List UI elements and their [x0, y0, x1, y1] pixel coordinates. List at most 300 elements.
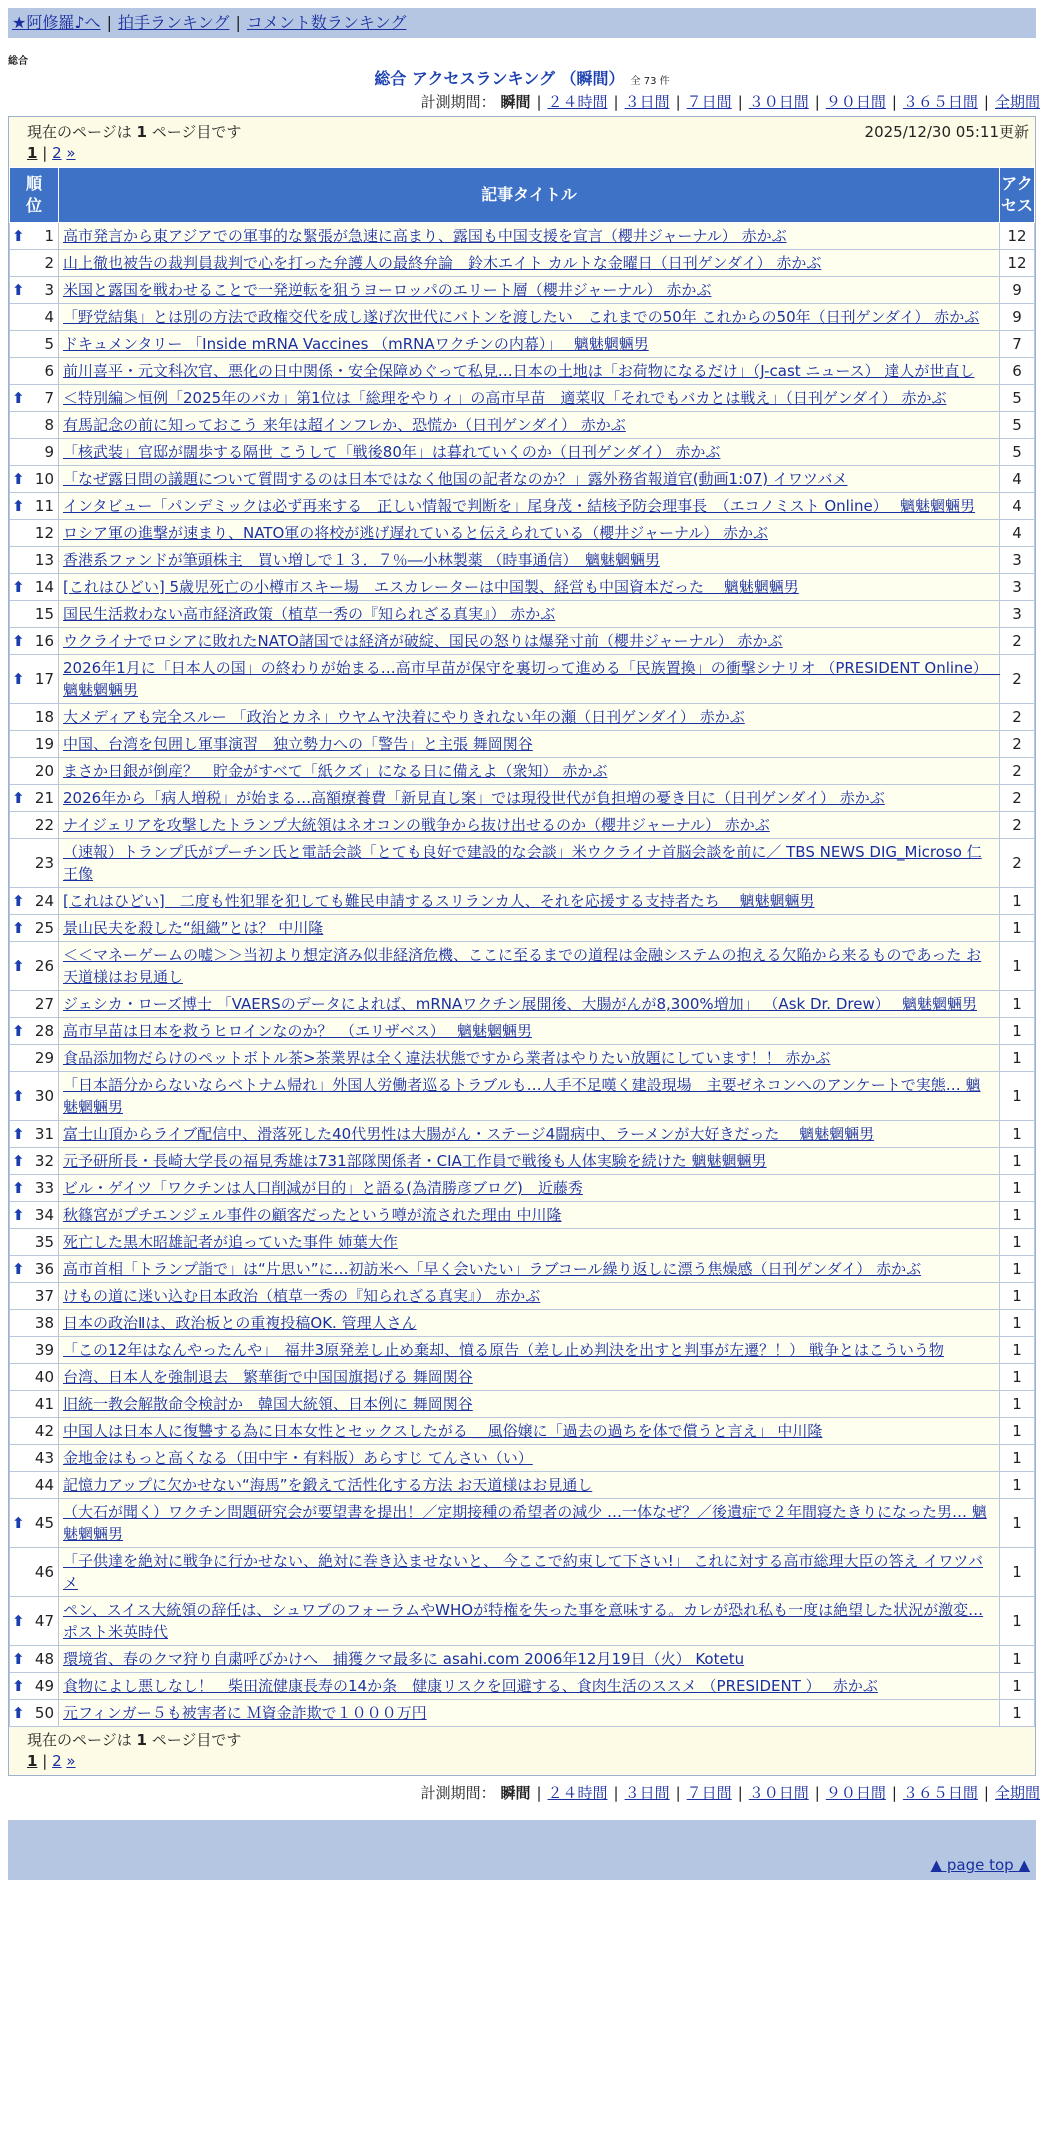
title-cell — [59, 439, 1000, 466]
rank-number: 17 — [34, 670, 54, 688]
article-title-link[interactable]: 金地金はもっと高くなる（田中宇・有料版）あらすじ てんさい（い） — [63, 1449, 533, 1467]
rank-cell — [10, 358, 59, 385]
period-separator: | — [613, 93, 619, 111]
page-status-number: 1 — [136, 123, 147, 141]
table-row — [10, 991, 1035, 1018]
table-row — [10, 731, 1035, 758]
table-row — [10, 1548, 1035, 1597]
access-count: 5 — [1000, 412, 1035, 439]
page-status-bottom — [27, 1729, 1027, 1750]
nav-separator: | — [235, 13, 241, 32]
title-cell — [59, 1391, 1000, 1418]
table-row — [10, 1045, 1035, 1072]
article-title-link[interactable]: ロシア軍の進撃が速まり、NATO軍の将校が逃げ遅れていると伝えられている（櫻井ジャーナル） 赤かぶ — [63, 524, 769, 542]
access-count: 2 — [1000, 812, 1035, 839]
rank-cell — [10, 1072, 59, 1121]
rank-number: 48 — [34, 1650, 54, 1668]
page-status-suffix: ページ目です — [151, 1731, 242, 1749]
rank-number: 22 — [34, 816, 54, 834]
article-title-link[interactable]: 国民生活救わない高市経済政策（植草一秀の『知られざる真実』） 赤かぶ — [63, 605, 556, 623]
rank-number: 23 — [34, 854, 54, 872]
rank-cell — [10, 991, 59, 1018]
rank-number: 26 — [34, 957, 54, 975]
table-row — [10, 1364, 1035, 1391]
rank-cell — [10, 1148, 59, 1175]
rank-up-arrow-icon: ⬆ — [12, 892, 25, 910]
table-row — [10, 547, 1035, 574]
article-title-link[interactable]: 大メディアも完全スルー 「政治とカネ」ウヤムヤ決着にやりきれない年の瀬（日刊ゲンダイ） 赤かぶ — [63, 708, 745, 726]
period-link-all[interactable]: 全期間 — [994, 93, 1040, 111]
article-title-link[interactable]: 環境省、春のクマ狩り自粛呼びかけへ 捕獲クマ最多に asahi.com 2006年12月19日（火） Kotetu — [63, 1650, 745, 1668]
rank-cell — [10, 1256, 59, 1283]
article-title-link[interactable]: 米国と露国を戦わせることで一発逆転を狙うヨーロッパのエリート層（櫻井ジャーナル） 赤かぶ — [63, 281, 712, 299]
access-count: 2 — [1000, 731, 1035, 758]
article-title-link[interactable]: 高市早苗は日本を救うヒロインなのか？ （エリザベス） 魑魅魍魎男 — [63, 1022, 533, 1040]
table-row — [10, 1646, 1035, 1673]
rank-number: 39 — [34, 1341, 54, 1359]
article-title-link[interactable]: ドキュメンタリー 「Inside mRNA Vaccines （mRNAワクチンの内幕）」 魑魅魍魎男 — [63, 335, 649, 353]
period-separator: | — [814, 1784, 820, 1802]
rank-number: 16 — [34, 632, 54, 650]
access-count: 1 — [1000, 1499, 1035, 1548]
table-row — [10, 1018, 1035, 1045]
period-separator: | — [737, 1784, 743, 1802]
article-title-link[interactable]: 旧統一教会解散命令検討か 韓国大統領、日本例に 舞岡関谷 — [63, 1395, 473, 1413]
title-cell — [59, 358, 1000, 385]
table-row — [10, 1597, 1035, 1646]
rank-number: 50 — [34, 1704, 54, 1722]
updated-timestamp: 2025/12/30 05:11更新 — [864, 123, 1029, 141]
article-title-link[interactable]: 有馬記念の前に知っておこう 来年は超インフレか、恐慌か（日刊ゲンダイ） 赤かぶ — [63, 416, 626, 434]
rank-up-arrow-icon: ⬆ — [12, 281, 25, 299]
period-separator: | — [536, 1784, 542, 1802]
pagination — [27, 144, 1027, 162]
article-title-link[interactable]: 「日本語分からないならベトナム帰れ」外国人労働者巡るトラブルも…人手不足嘆く建設現場 主要ゼネコンへのアンケートで実態… 魑魅魍魎男 — [63, 1076, 981, 1116]
article-title-link[interactable]: （大石が聞く）ワクチン問題研究会が要望書を提出！／定期接種の希望者の減少 …一体なぜ？／後遺症で２年間寝たきりになった男… 魑魅魍魎男 — [63, 1503, 987, 1543]
title-cell — [59, 1472, 1000, 1499]
title-cell — [59, 1445, 1000, 1472]
table-row — [10, 1283, 1035, 1310]
access-count: 1 — [1000, 1472, 1035, 1499]
rank-up-arrow-icon: ⬆ — [12, 578, 25, 596]
access-count: 4 — [1000, 466, 1035, 493]
access-count: 2 — [1000, 704, 1035, 731]
rank-up-arrow-icon: ⬆ — [12, 1152, 25, 1170]
article-title-link[interactable]: （速報）トランプ氏がプーチン氏と電話会談「とても良好で建設的な会談」米ウクライナ首脳会談を前に／ TBS NEWS DIG_Microso 仁王像 — [63, 843, 982, 883]
title-cell — [59, 1256, 1000, 1283]
access-count: 1 — [1000, 1597, 1035, 1646]
pager-top — [9, 117, 1035, 167]
period-link-24h[interactable]: ２４時間 — [547, 93, 608, 111]
title-cell — [59, 574, 1000, 601]
title-cell — [59, 385, 1000, 412]
title-cell — [59, 520, 1000, 547]
table-row — [10, 1499, 1035, 1548]
rank-number: 28 — [34, 1022, 54, 1040]
article-title-link[interactable]: 山上徹也被告の裁判員裁判で心を打った弁護人の最終弁論 鈴木エイト カルトな金曜日（日刊ゲンダイ） 赤かぶ — [63, 254, 822, 272]
title-cell — [59, 1337, 1000, 1364]
article-title-link[interactable]: ナイジェリアを攻撃したトランプ大統領はネオコンの戦争から抜け出せるのか（櫻井ジャーナル） 赤かぶ — [63, 816, 770, 834]
rank-number: 34 — [34, 1206, 54, 1224]
period-link-all[interactable]: 全期間 — [994, 1784, 1040, 1802]
access-count: 1 — [1000, 1700, 1035, 1727]
article-title-link[interactable]: 食物によし悪しなし！ 柴田流健康長寿の14か条 健康リスクを回避する、食肉生活のススメ （PRESIDENT ） 赤かぶ — [63, 1677, 878, 1695]
rank-cell — [10, 1391, 59, 1418]
rank-number: 20 — [34, 762, 54, 780]
page-2-link[interactable]: 2 — [52, 1752, 62, 1770]
current-page: 1 — [27, 144, 38, 162]
article-title-link[interactable]: 記憶力アップに欠かせない“海馬”を鍛えて活性化する方法 お天道様はお見通し — [63, 1476, 593, 1494]
rank-cell — [10, 331, 59, 358]
period-link-3d[interactable]: ３日間 — [624, 93, 670, 111]
period-label: 計測期間： — [420, 1784, 496, 1802]
access-count: 9 — [1000, 277, 1035, 304]
rank-cell — [10, 1283, 59, 1310]
page-2-link[interactable]: 2 — [52, 144, 62, 162]
table-row — [10, 1391, 1035, 1418]
title-cell — [59, 493, 1000, 520]
article-title-link[interactable]: ジェシカ・ローズ博士 「VAERSのデータによれば、mRNAワクチン展開後、大腸がんが8,300%増加」 （Ask Dr. Drew） 魑魅魍魎男 — [63, 995, 977, 1013]
rank-up-arrow-icon: ⬆ — [12, 632, 25, 650]
access-count: 1 — [1000, 915, 1035, 942]
rank-cell — [10, 785, 59, 812]
period-link-30d[interactable]: ３０日間 — [748, 1784, 809, 1802]
rank-number: 46 — [34, 1563, 54, 1581]
table-row — [10, 493, 1035, 520]
rank-cell — [10, 1548, 59, 1597]
table-row — [10, 601, 1035, 628]
rank-up-arrow-icon: ⬆ — [12, 1206, 25, 1224]
title-cell — [59, 942, 1000, 991]
rank-up-arrow-icon: ⬆ — [12, 470, 25, 488]
article-title-link[interactable]: 死亡した黒木昭雄記者が追っていた事件 姉葉大作 — [63, 1233, 398, 1251]
title-cell — [59, 888, 1000, 915]
rank-cell — [10, 888, 59, 915]
page-status-prefix: 現在のページは — [27, 123, 132, 141]
table-row — [10, 1256, 1035, 1283]
period-link-7d[interactable]: ７日間 — [686, 93, 732, 111]
table-row — [10, 915, 1035, 942]
page-heading — [0, 68, 1044, 90]
access-count: 2 — [1000, 655, 1035, 704]
rank-cell — [10, 1229, 59, 1256]
access-count: 12 — [1000, 223, 1035, 250]
rank-up-arrow-icon: ⬆ — [12, 389, 25, 407]
access-count: 1 — [1000, 1229, 1035, 1256]
rank-number: 11 — [34, 497, 54, 515]
table-row — [10, 304, 1035, 331]
period-link-365d[interactable]: ３６５日間 — [902, 93, 978, 111]
rank-up-arrow-icon: ⬆ — [12, 1514, 25, 1532]
column-header-title: 記事タイトル — [59, 168, 1000, 223]
title-cell — [59, 1283, 1000, 1310]
article-title-link[interactable]: [これはひどい] 二度も性犯罪を犯しても難民申請するスリランカ人、それを応援する支持者たち 魑魅魍魎男 — [63, 892, 815, 910]
rank-cell — [10, 758, 59, 785]
title-cell — [59, 839, 1000, 888]
rank-number: 6 — [44, 362, 54, 380]
title-cell — [59, 704, 1000, 731]
table-row — [10, 466, 1035, 493]
table-row — [10, 1072, 1035, 1121]
rank-up-arrow-icon: ⬆ — [12, 1179, 25, 1197]
rank-number: 7 — [44, 389, 54, 407]
rank-cell — [10, 1175, 59, 1202]
page-status-number: 1 — [136, 1731, 147, 1749]
rank-cell — [10, 547, 59, 574]
access-count: 3 — [1000, 601, 1035, 628]
rank-cell — [10, 839, 59, 888]
rank-cell — [10, 628, 59, 655]
article-title-link[interactable]: 「子供達を絶対に戦争に行かせない、絶対に巻き込ませないと、 今ここで約束して下さい!」 これに対する高市総理大臣の答え イワツバメ — [63, 1552, 984, 1592]
article-title-link[interactable]: [これはひどい] 5歳児死亡の小樽市スキー場 エスカレーターは中国製、経営も中国資本だった 魑魅魍魎男 — [63, 578, 799, 596]
page-title: 総合 アクセスランキング （瞬間） — [374, 69, 625, 88]
column-header-access-label: アクセス — [1001, 174, 1034, 215]
table-row — [10, 385, 1035, 412]
article-title-link[interactable]: 日本の政治Ⅱは、政治板との重複投稿OK. 管理人さん — [63, 1314, 417, 1332]
rank-number: 30 — [34, 1087, 54, 1105]
article-title-link[interactable]: 秋篠宮がプチエンジェル事件の顧客だったという噂が流された理由 中川隆 — [63, 1206, 562, 1224]
access-count: 1 — [1000, 1148, 1035, 1175]
rank-number: 49 — [34, 1677, 54, 1695]
article-title-link[interactable]: 富士山頂からライブ配信中、滑落死した40代男性は大腸がん・ステージ4闘病中、ラーメンが大好きだった 魑魅魍魎男 — [63, 1125, 875, 1143]
article-title-link[interactable]: ＜特別編＞恒例「2025年のバカ」第1位は「総理をやりィ」の高市早苗 適菜収「それでもバカとは戦え」（日刊ゲンダイ） 赤かぶ — [63, 389, 947, 407]
table-row — [10, 1202, 1035, 1229]
article-title-link[interactable]: まさか日銀が倒産？ 貯金がすべて「紙クズ」になる日に備えよ（衆知） 赤かぶ — [63, 762, 608, 780]
article-title-link[interactable]: 「なぜ露日問の議題について質問するのは日本ではなく他国の記者なのか？」露外務省報道官(動画1:07) イワツバメ — [63, 470, 848, 488]
rank-cell — [10, 1310, 59, 1337]
applause-ranking-link[interactable]: 拍手ランキング — [117, 13, 230, 32]
footer-page-top — [8, 1850, 1036, 1880]
table-row — [10, 1673, 1035, 1700]
rank-number: 12 — [34, 524, 54, 542]
rank-up-arrow-icon: ⬆ — [12, 1087, 25, 1105]
rank-up-arrow-icon: ⬆ — [12, 1677, 25, 1695]
title-cell — [59, 466, 1000, 493]
access-count: 1 — [1000, 1121, 1035, 1148]
title-cell — [59, 758, 1000, 785]
rank-up-arrow-icon: ⬆ — [12, 919, 25, 937]
period-current: 瞬間 — [500, 93, 531, 111]
article-title-link[interactable]: 前川喜平・元文科次官、悪化の日中関係・安全保障めぐって私見…日本の土地は「お荷物になるだけ」（J-cast ニュース） 達人が世直し — [63, 362, 975, 380]
article-title-link[interactable]: 香港系ファンドが筆頭株主 買い増しで１３．７％―小林製薬 （時事通信） 魑魅魍魎男 — [63, 551, 660, 569]
rank-up-arrow-icon: ⬆ — [12, 497, 25, 515]
ranking-table — [9, 167, 1035, 1727]
rank-cell — [10, 1597, 59, 1646]
title-cell — [59, 628, 1000, 655]
ranking-box — [8, 116, 1036, 1776]
rank-cell — [10, 250, 59, 277]
title-cell — [59, 731, 1000, 758]
rank-cell — [10, 1364, 59, 1391]
title-cell — [59, 412, 1000, 439]
access-count: 1 — [1000, 1045, 1035, 1072]
article-title-link[interactable]: 食品添加物だらけのペットボトル茶>茶業界は全く違法状態ですから業者はやりたい放題にしています！！ 赤かぶ — [63, 1049, 831, 1067]
article-title-link[interactable]: 「野党結集」とは別の方法で政権交代を成し遂げ次世代にバトンを渡したい これまでの50年 これからの50年（日刊ゲンダイ） 赤かぶ — [63, 308, 980, 326]
rank-cell — [10, 942, 59, 991]
rank-cell — [10, 812, 59, 839]
article-title-link[interactable]: 台湾、日本人を強制退去 繁華街で中国国旗掲げる 舞岡関谷 — [63, 1368, 473, 1386]
comment-ranking-link[interactable]: コメント数ランキング — [246, 13, 407, 32]
article-title-link[interactable]: 中国人は日本人に復讐する為に日本女性とセックスしたがる ＿風俗嬢に「過去の過ちを体で償うと言え」 中川隆 — [63, 1422, 823, 1440]
ranking-rows — [10, 223, 1035, 1727]
table-row — [10, 758, 1035, 785]
access-count: 3 — [1000, 574, 1035, 601]
rank-number: 27 — [34, 995, 54, 1013]
article-title-link[interactable]: 高市首相「トランプ詣で」は“片思い”に…初訪米へ「早く会いたい」ラブコール繰り返しに漂う焦燥感（日刊ゲンダイ） 赤かぶ — [63, 1260, 922, 1278]
access-count: 1 — [1000, 1364, 1035, 1391]
table-row — [10, 358, 1035, 385]
table-row — [10, 520, 1035, 547]
rank-number: 32 — [34, 1152, 54, 1170]
rank-cell — [10, 385, 59, 412]
current-page: 1 — [27, 1752, 38, 1770]
title-cell — [59, 1202, 1000, 1229]
article-title-link[interactable]: ウクライナでロシアに敗れたNATO諸国では経済が破綻、国民の怒りは爆発寸前（櫻井ジャーナル） 赤かぶ — [63, 632, 783, 650]
table-row — [10, 1229, 1035, 1256]
home-link[interactable]: ★阿修羅♪へ — [12, 13, 101, 32]
article-title-link[interactable]: けもの道に迷い込む日本政治（植草一秀の『知られざる真実』） 赤かぶ — [63, 1287, 541, 1305]
next-page-link[interactable]: » — [66, 144, 76, 162]
rank-number: 15 — [34, 605, 54, 623]
access-count: 4 — [1000, 493, 1035, 520]
title-cell — [59, 304, 1000, 331]
article-title-link[interactable]: ペン、スイス大統領の辞任は、シュワブのフォーラムやWHOが特権を失った事を意味する。カレが恐れ私も一度は絶望した状況が激変… ポスト米英時代 — [63, 1601, 984, 1641]
article-title-link[interactable]: 元予研所長・長崎大学長の福見秀雄は731部隊関係者・CIA工作員で戦後も人体実験を続けた 魑魅魍魎男 — [63, 1152, 767, 1170]
rank-number: 18 — [34, 708, 54, 726]
rank-up-arrow-icon: ⬆ — [12, 670, 25, 688]
period-current: 瞬間 — [500, 1784, 531, 1802]
access-count: 1 — [1000, 1202, 1035, 1229]
title-cell — [59, 1364, 1000, 1391]
period-separator: | — [613, 1784, 619, 1802]
access-count: 2 — [1000, 758, 1035, 785]
title-cell — [59, 1418, 1000, 1445]
period-link-30d[interactable]: ３０日間 — [748, 93, 809, 111]
period-label: 計測期間： — [420, 93, 496, 111]
page-status-prefix: 現在のページは — [27, 1731, 132, 1749]
article-title-link[interactable]: 2026年から「病人増税」が始まる…高額療養費「新見直し案」では現役世代が負担増の憂き目に（日刊ゲンダイ） 赤かぶ — [63, 789, 885, 807]
next-page-link[interactable]: » — [66, 1752, 76, 1770]
title-cell — [59, 1045, 1000, 1072]
title-cell — [59, 1229, 1000, 1256]
rank-number: 40 — [34, 1368, 54, 1386]
rank-cell — [10, 704, 59, 731]
access-count: 1 — [1000, 1548, 1035, 1597]
rank-number: 1 — [44, 227, 54, 245]
table-row — [10, 277, 1035, 304]
access-count: 2 — [1000, 628, 1035, 655]
access-count: 2 — [1000, 785, 1035, 812]
rank-number: 42 — [34, 1422, 54, 1440]
rank-up-arrow-icon: ⬆ — [12, 1612, 25, 1630]
article-title-link[interactable]: ＜＜マネーゲームの嘘＞＞当初より想定済み似非経済危機、ここに至るまでの道程は金融システムの抱える欠陥から来るものであった お天道様はお見通し — [63, 946, 982, 986]
rank-number: 44 — [34, 1476, 54, 1494]
period-link-7d[interactable]: ７日間 — [686, 1784, 732, 1802]
table-row — [10, 1310, 1035, 1337]
article-title-link[interactable]: ビル・ゲイツ「ワクチンは人口削減が目的」と語る(為清勝彦ブログ) 近藤秀 — [63, 1179, 583, 1197]
rank-up-arrow-icon: ⬆ — [12, 957, 25, 975]
access-count: 1 — [1000, 1283, 1035, 1310]
title-cell — [59, 601, 1000, 628]
access-count: 12 — [1000, 250, 1035, 277]
table-row — [10, 1418, 1035, 1445]
period-link-3d[interactable]: ３日間 — [624, 1784, 670, 1802]
period-separator: | — [814, 93, 820, 111]
title-cell — [59, 1646, 1000, 1673]
footer-bar — [8, 1820, 1036, 1850]
rank-number: 4 — [44, 308, 54, 326]
rank-cell — [10, 731, 59, 758]
article-title-link[interactable]: 「この12年はなんやったんや」 福井3原発差し止め棄却、憤る原告（差し止め判決を出すと判事が左遷？！） 戦争とはこういう物 — [63, 1341, 944, 1359]
period-separator: | — [675, 93, 681, 111]
table-row — [10, 412, 1035, 439]
title-cell — [59, 1148, 1000, 1175]
article-title-link[interactable]: インタビュー「パンデミックは必ず再来する 正しい情報で判断を」尾身茂・結核予防会理事長 （エコノミスト Online） 魑魅魍魎男 — [63, 497, 976, 515]
rank-number: 36 — [34, 1260, 54, 1278]
title-cell — [59, 1597, 1000, 1646]
pager-bottom — [9, 1727, 1035, 1775]
article-title-link[interactable]: 元フィンガー５も被害者に Ｍ資金詐欺で１０００万円 — [63, 1704, 427, 1722]
article-title-link[interactable]: 高市発言から東アジアでの軍事的な緊張が急速に高まり、露国も中国支援を宣言（櫻井ジャーナル） 赤かぶ — [63, 227, 787, 245]
article-title-link[interactable]: 2026年1月に「日本人の国」の終わりが始まる…高市早苗が保守を裏切って進める「民族置換」の衝撃シナリオ （PRESIDENT Online） 魑魅魍魎男 — [63, 659, 1001, 699]
table-row — [10, 1337, 1035, 1364]
article-title-link[interactable]: 景山民夫を殺した“組織”とは？ 中川隆 — [63, 919, 324, 937]
rank-number: 43 — [34, 1449, 54, 1467]
title-cell — [59, 1673, 1000, 1700]
title-cell — [59, 250, 1000, 277]
title-cell — [59, 1175, 1000, 1202]
table-row — [10, 1121, 1035, 1148]
rank-cell — [10, 1445, 59, 1472]
category-label: 総合 — [8, 56, 28, 67]
period-link-24h[interactable]: ２４時間 — [547, 1784, 608, 1802]
period-separator: | — [983, 1784, 989, 1802]
rank-number: 19 — [34, 735, 54, 753]
title-cell — [59, 1499, 1000, 1548]
column-header-rank-label: 順位 — [25, 174, 42, 215]
rank-up-arrow-icon: ⬆ — [12, 1022, 25, 1040]
top-navigation — [8, 8, 1036, 38]
access-count: 1 — [1000, 1418, 1035, 1445]
period-link-365d[interactable]: ３６５日間 — [902, 1784, 978, 1802]
rank-number: 14 — [34, 578, 54, 596]
page-top-link[interactable]: ▲ page top ▲ — [930, 1856, 1030, 1874]
rank-number: 5 — [44, 335, 54, 353]
period-link-90d[interactable]: ９０日間 — [825, 1784, 886, 1802]
nav-separator: | — [106, 13, 112, 32]
access-count: 9 — [1000, 304, 1035, 331]
table-row — [10, 942, 1035, 991]
title-cell — [59, 331, 1000, 358]
title-cell — [59, 223, 1000, 250]
rank-up-arrow-icon: ⬆ — [12, 1704, 25, 1722]
period-separator: | — [983, 93, 989, 111]
access-count: 6 — [1000, 358, 1035, 385]
access-count: 1 — [1000, 1256, 1035, 1283]
article-title-link[interactable]: 中国、台湾を包囲し軍事演習 独立勢力への「警告」と主張 舞岡関谷 — [63, 735, 533, 753]
rank-cell — [10, 1472, 59, 1499]
pagination-separator: | — [42, 1752, 48, 1770]
article-title-link[interactable]: 「核武装」官邸が闊歩する隔世 こうして「戦後80年」は暮れていくのか（日刊ゲンダイ） 赤かぶ — [63, 443, 721, 461]
access-count: 1 — [1000, 1175, 1035, 1202]
access-count: 1 — [1000, 1445, 1035, 1472]
table-row — [10, 1700, 1035, 1727]
period-link-90d[interactable]: ９０日間 — [825, 93, 886, 111]
title-cell — [59, 547, 1000, 574]
rank-up-arrow-icon: ⬆ — [12, 1260, 25, 1278]
rank-number: 45 — [34, 1514, 54, 1532]
table-row — [10, 439, 1035, 466]
